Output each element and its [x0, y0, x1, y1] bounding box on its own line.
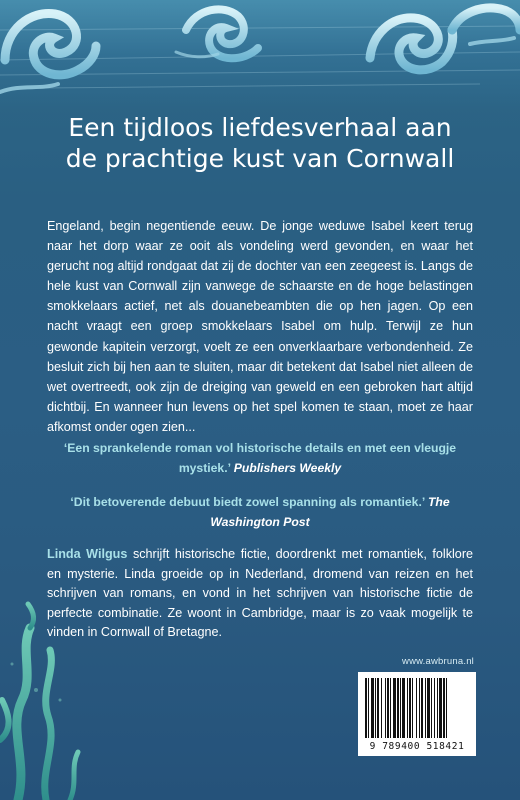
- headline-line-1: Een tijdloos liefdesverhaal aan: [68, 113, 452, 142]
- isbn-number: 9 789400 518421: [369, 741, 465, 752]
- headline: [30, 112, 490, 174]
- author-bio: [47, 545, 473, 643]
- quote-text: ‘Dit betoverende debuut biedt zowel spanning als romantiek.’: [70, 495, 425, 509]
- publisher-website[interactable]: www.awbruna.nl: [402, 656, 474, 667]
- quote-text: ‘Een sprankelende roman vol historische details en met een vleugje mystiek.’: [63, 441, 457, 475]
- headline-line-2: de prachtige kust van Cornwall: [65, 144, 455, 173]
- quote-source: Publishers Weekly: [233, 460, 342, 475]
- review-quote-1: [60, 439, 460, 478]
- book-description: Engeland, begin negentiende eeuw. De jonge weduwe Isabel keert terug naar het dorp waar ze ooit als vondeling werd gevonden, en waar het gerucht nog altijd rondgaat dat zij de dochter van een zeegeest is. Langs de hele kust van Cornwall zijn vanwege de schaarste en de hoge belastingen smokkelaars actief, net als douanebeambten die op hen jagen. Op een nacht vraagt een groep smokkelaars Isabel om hulp. Terwijl ze hun gewonde kapitein verzorgt, voelt ze een onverklaarbare verbondenheid. Ze besluit zich bij hen aan te sluiten, maar dit betekent dat Isabel niet alleen de wet overtreedt, ook zijn de dreiging van geweld en een gebroken hart altijd dichtbij. En wanneer hun levens op het spel komen te staan, moet ze haar afkomst onder ogen zien...: [47, 219, 473, 434]
- wave-swirl-icon: [0, 13, 96, 92]
- author-bio-text: schrijft historische fictie, doordrenkt met romantiek, folklore en mysterie. Linda groeide op in Nederland, dromend van reizen en het schrijven van romans, en vond in het schrijven van historische fictie de perfecte combinatie. Ze woont in Cambridge, maar is zo vaak mogelijk te vinden in Cornwall of Bretagne.: [47, 547, 474, 640]
- wave-swirl-icon: [176, 9, 258, 58]
- wave-swirl-icon: [370, 8, 520, 70]
- quote-source: The Washington Post: [210, 495, 450, 529]
- review-quote-2: [60, 493, 460, 532]
- barcode: [358, 672, 476, 756]
- author-name: Linda Wilgus: [47, 547, 128, 561]
